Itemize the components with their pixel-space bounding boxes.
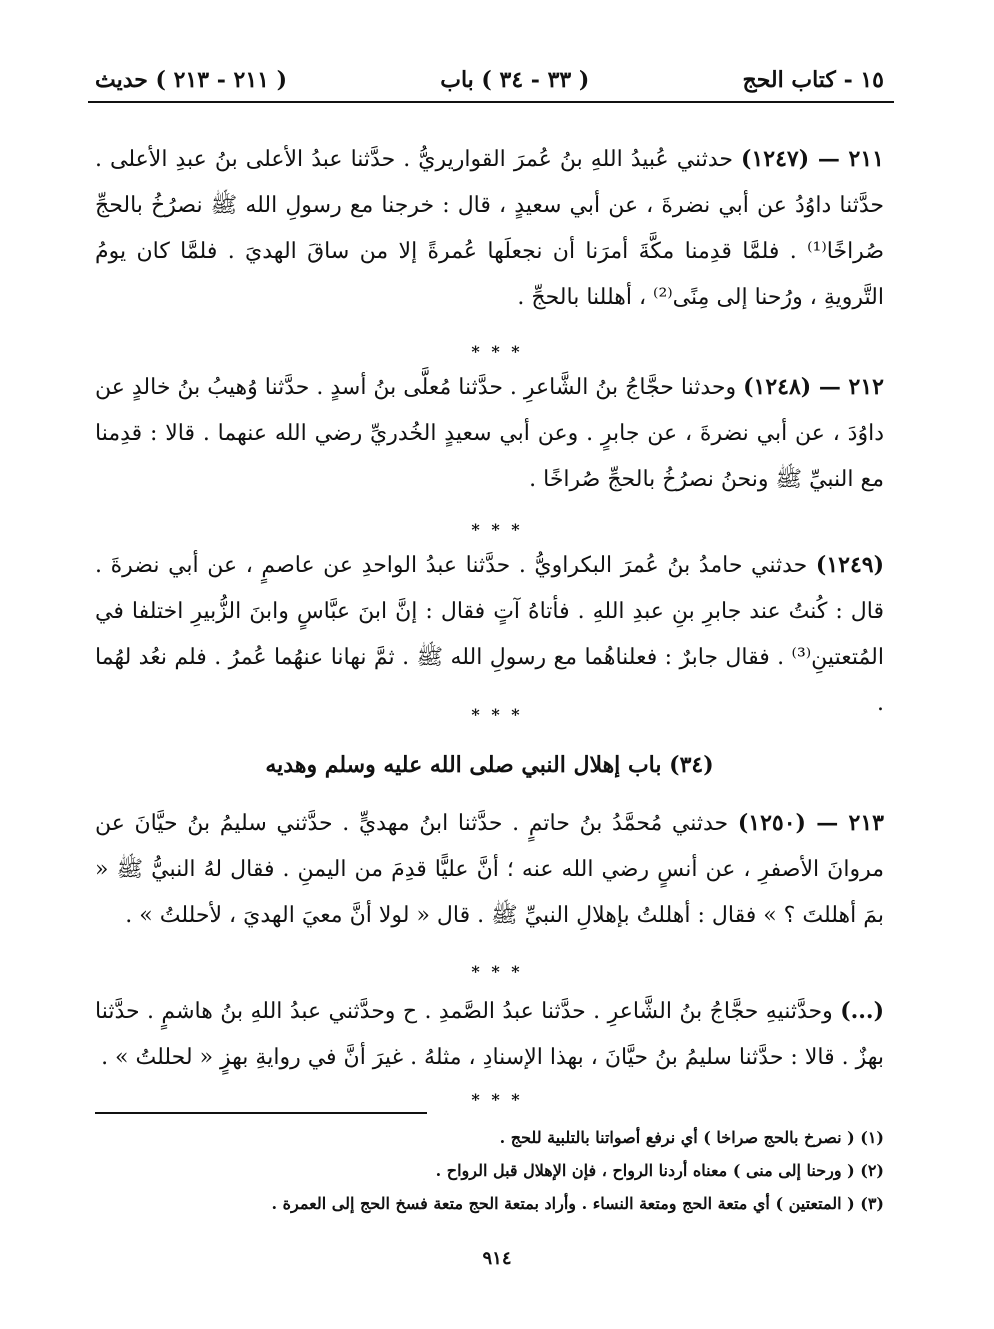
header-hadith-range: ( ٢١١ - ٢١٣ ) حديث	[95, 67, 288, 93]
separator-stars: * * *	[471, 705, 523, 724]
hadith-number: (...)	[840, 998, 884, 1024]
footnote-2: (٢) ( ورحنا إلى منى ) معناه أردنا الرواح ، فإن الإهلال قبل الرواح .	[435, 1161, 884, 1180]
footnote-3: (٣) ( المتعتين ) أي متعة الحج ومتعة النساء . وأراد بمتعة الحج متعة فسخ الحج إلى العمرة .	[271, 1194, 884, 1213]
hadith-1249	[95, 542, 884, 727]
footnote-1: (١) ( نصرخ بالحج صراخا ) أي نرفع أصواتنا بالتلبية للحج .	[499, 1128, 884, 1147]
hadith-number: ٢١٢ — (١٢٤٨)	[743, 374, 884, 400]
hadith-number: (١٢٤٩)	[815, 552, 884, 578]
separator-stars: * * *	[471, 1090, 523, 1109]
chapter-title: (٣٤) باب إهلال النبي صلى الله عليه وسلم وهديه	[265, 752, 714, 778]
separator-stars: * * *	[471, 520, 523, 539]
hadith-text: حدثني حامدُ بنُ عُمرَ البكراويُّ . حدَّثنا عبدُ الواحدِ عن عاصمٍ ، عن أبي نضرةَ . قال : كُنتُ عند جابرِ بنِ عبدِ اللهِ . فأتاهُ آتٍ فقال : إنَّ ابنَ عبَّاسٍ وابنَ الزُّبيرِ اختلفا في المُتعتينِ⁽³⁾ . فقال جابرٌ : فعلناهُما مع رسولِ الله ﷺ . ثمَّ نهانا عنهُما عُمرُ . فلم نعُد لهُما .	[95, 553, 884, 716]
hadith-text: وحدَّثنيهِ حجَّاجُ بنُ الشَّاعرِ . حدَّثنا عبدُ الصَّمدِ . ح وحدَّثني عبدُ اللهِ بنُ هاشمٍ . حدَّثنا بهزٌ . قالا : حدَّثنا سليمُ بنُ حيَّانَ ، بهذا الإسنادِ ، مثلهُ . غيرَ أنَّ في روايةِ بهزٍ « لحللتُ » .	[95, 999, 884, 1070]
hadith-213-variant	[95, 988, 884, 1081]
hadith-213	[95, 800, 884, 939]
hadith-number: ٢١٣ — (١٢٥٠)	[737, 810, 884, 836]
separator-stars: * * *	[471, 342, 523, 361]
separator-stars: * * *	[471, 962, 523, 981]
footnote-rule	[95, 1112, 427, 1114]
header-rule	[88, 101, 894, 103]
running-header	[95, 60, 884, 100]
hadith-text: حدثني عُبيدُ اللهِ بنُ عُمرَ القواريريُّ . حدَّثنا عبدُ الأعلى بنُ عبدِ الأعلى . حدَّثنا داوُدُ عن أبي نضرةَ ، عن أبي سعيدٍ ، قال : خرجنا مع رسولِ الله ﷺ نصرُخُ بالحجِّ صُراخًا⁽¹⁾ . فلمَّا قدِمنا مكَّةَ أمرَنا أن نجعلَها عُمرةً إلا من ساقَ الهديَ . فلمَّا كان يومُ التَّرويةِ ، ورُحنا إلى مِنًى⁽²⁾ ، أهللنا بالحجِّ .	[95, 147, 884, 310]
hadith-211	[95, 136, 884, 321]
hadith-number: ٢١١ — (١٢٤٧)	[741, 146, 884, 172]
hadith-text: وحدثنا حجَّاجُ بنُ الشَّاعرِ . حدَّثنا مُعلَّى بنُ أسدٍ . حدَّثنا وُهيبُ بنُ خالدٍ عن داوُدَ ، عن أبي نضرةَ ، عن جابرٍ . وعن أبي سعيدٍ الخُدريِّ رضي الله عنهما . قالا : قدِمنا مع النبيِّ ﷺ ونحنُ نصرُخُ بالحجِّ صُراخًا .	[95, 375, 884, 492]
hadith-text: حدثني مُحمَّدُ بنُ حاتمٍ . حدَّثنا ابنُ مهديٍّ . حدَّثني سليمُ بنُ حيَّانَ عن مروانَ الأصفرِ ، عن أنسٍ رضي الله عنه ؛ أنَّ عليًّا قدِمَ من اليمنِ . فقال لهُ النبيُّ ﷺ « بمَ أهللتَ ؟ » فقال : أهللتُ بإهلالِ النبيِّ ﷺ . قال « لولا أنَّ معيَ الهديَ ، لأحللتُ » .	[95, 811, 884, 928]
header-bab: ( ٣٣ - ٣٤ ) باب	[440, 67, 590, 93]
hadith-212	[95, 364, 884, 503]
page-number: ٩١٤	[482, 1248, 512, 1269]
header-section: ١٥ - كتاب الحج	[742, 67, 884, 93]
